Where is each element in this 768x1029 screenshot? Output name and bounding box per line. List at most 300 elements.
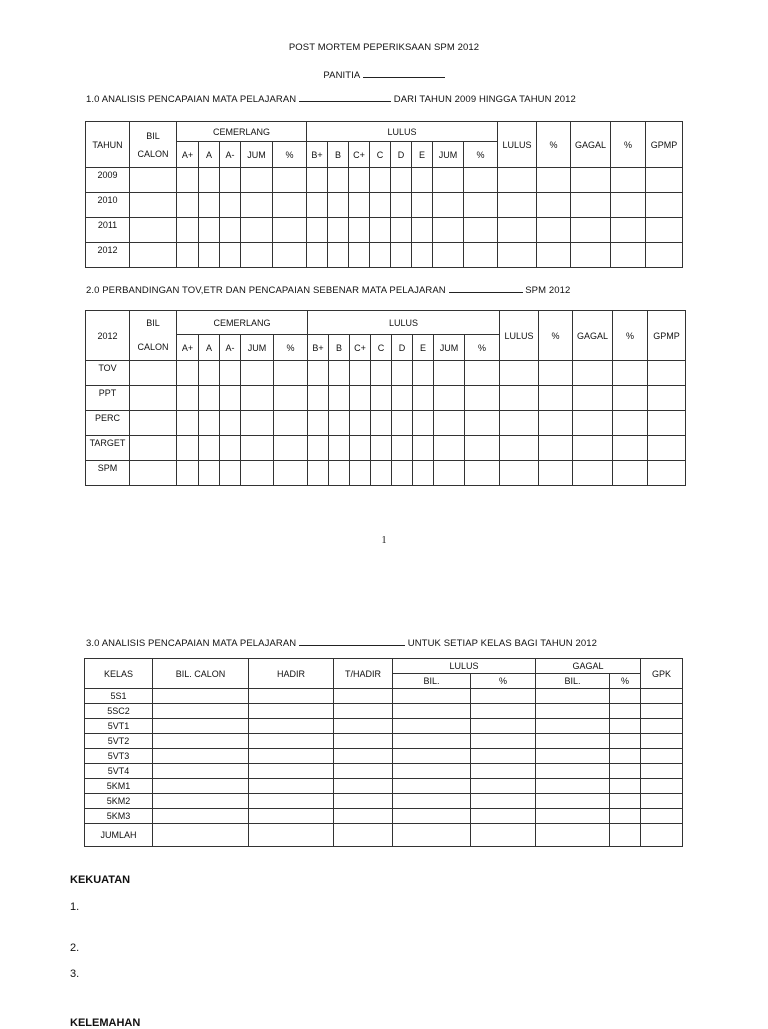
s3-cell[interactable]: [610, 794, 641, 809]
s3-row-label: 5VT3: [85, 749, 153, 764]
s1-cell[interactable]: [241, 243, 273, 268]
s1-cell[interactable]: [433, 218, 464, 243]
s1-cell[interactable]: [391, 193, 412, 218]
s2-cell[interactable]: [434, 461, 465, 486]
s3-cell[interactable]: [153, 734, 249, 749]
s1-cell[interactable]: [391, 168, 412, 193]
s1-cell[interactable]: [412, 218, 433, 243]
s1-row-label: 2011: [86, 218, 130, 243]
s2-cell[interactable]: [329, 386, 350, 411]
s2-cell[interactable]: [130, 386, 177, 411]
s2-cell[interactable]: [613, 436, 648, 461]
s2-cem-sub-1: A: [199, 335, 220, 361]
s1-cell[interactable]: [241, 193, 273, 218]
s3-cell[interactable]: [153, 689, 249, 704]
s1-cell[interactable]: [241, 218, 273, 243]
s2-cell[interactable]: [220, 361, 241, 386]
s2-cell[interactable]: [573, 386, 613, 411]
s3-cell[interactable]: [610, 809, 641, 824]
s1-cell[interactable]: [646, 168, 683, 193]
section2-subject-blank[interactable]: [449, 283, 523, 293]
s3-cell[interactable]: [610, 824, 641, 847]
s2-cell[interactable]: [648, 461, 686, 486]
s3-cell[interactable]: [393, 734, 471, 749]
s2-cell[interactable]: [413, 411, 434, 436]
s1-cell[interactable]: [464, 218, 498, 243]
s1-cell[interactable]: [273, 168, 307, 193]
s2-cell[interactable]: [329, 436, 350, 461]
s2-cell[interactable]: [413, 386, 434, 411]
s1-cell[interactable]: [464, 168, 498, 193]
s1-cell[interactable]: [177, 168, 199, 193]
s3-cell[interactable]: [249, 749, 334, 764]
s2-lulus-sub-4: D: [392, 335, 413, 361]
s3-cell[interactable]: [536, 719, 610, 734]
s3-cell[interactable]: [334, 794, 393, 809]
s3-cell[interactable]: [334, 734, 393, 749]
s2-cell[interactable]: [613, 411, 648, 436]
s2-cell[interactable]: [177, 436, 199, 461]
s2-cell[interactable]: [613, 361, 648, 386]
s3-cell[interactable]: [641, 719, 683, 734]
s3-cell[interactable]: [393, 689, 471, 704]
s1-cem-sub-3: JUM: [241, 142, 273, 168]
s2-cell[interactable]: [613, 386, 648, 411]
s2-cell[interactable]: [329, 461, 350, 486]
section3-subject-blank[interactable]: [299, 636, 405, 646]
s1-cell[interactable]: [646, 193, 683, 218]
s2-cell[interactable]: [434, 411, 465, 436]
s3-cell[interactable]: [249, 734, 334, 749]
s2-cell[interactable]: [500, 411, 539, 436]
s2-cell[interactable]: [392, 411, 413, 436]
s2-cell[interactable]: [573, 411, 613, 436]
s2-cell[interactable]: [308, 436, 329, 461]
s2-cell[interactable]: [413, 461, 434, 486]
s1-cell[interactable]: [328, 218, 349, 243]
s1-cell[interactable]: [199, 218, 220, 243]
s2-cell[interactable]: [241, 361, 274, 386]
s3-cell[interactable]: [641, 689, 683, 704]
s3-cell[interactable]: [536, 824, 610, 847]
s3-cell[interactable]: [393, 764, 471, 779]
s2-cell[interactable]: [199, 411, 220, 436]
s2-cell[interactable]: [177, 461, 199, 486]
s3-cell[interactable]: [610, 704, 641, 719]
s3-cell[interactable]: [334, 689, 393, 704]
s2-cell[interactable]: [177, 411, 199, 436]
s2-cell[interactable]: [413, 361, 434, 386]
s3-cell[interactable]: [393, 704, 471, 719]
s2-cell[interactable]: [539, 361, 573, 386]
s3-cell[interactable]: [641, 809, 683, 824]
s2-cell[interactable]: [371, 436, 392, 461]
s1-cell[interactable]: [220, 243, 241, 268]
s2-cell[interactable]: [465, 436, 500, 461]
s2-cell[interactable]: [648, 436, 686, 461]
s3-cell[interactable]: [393, 749, 471, 764]
s3-cell[interactable]: [249, 809, 334, 824]
s3-cell[interactable]: [641, 704, 683, 719]
s3-cell[interactable]: [641, 779, 683, 794]
s1-cell[interactable]: [571, 243, 611, 268]
s2-cell[interactable]: [241, 386, 274, 411]
s3-cell[interactable]: [641, 764, 683, 779]
s3-cell[interactable]: [471, 749, 536, 764]
s3-cell[interactable]: [641, 824, 683, 847]
s2-cell[interactable]: [573, 436, 613, 461]
s3-cell[interactable]: [153, 764, 249, 779]
s2-cell[interactable]: [465, 386, 500, 411]
s3-cell[interactable]: [471, 824, 536, 847]
s1-col-cemerlang: CEMERLANG: [177, 122, 307, 142]
s1-cell[interactable]: [307, 193, 328, 218]
s1-cell[interactable]: [307, 168, 328, 193]
s1-cell[interactable]: [130, 218, 177, 243]
s1-cell[interactable]: [391, 243, 412, 268]
s2-row: [86, 386, 686, 411]
s1-cell[interactable]: [328, 168, 349, 193]
s2-col-bil: BIL: [130, 311, 177, 335]
s2-cell[interactable]: [199, 461, 220, 486]
s2-cell[interactable]: [500, 361, 539, 386]
s2-cell[interactable]: [350, 361, 371, 386]
s2-cell[interactable]: [130, 436, 177, 461]
s2-cell[interactable]: [371, 361, 392, 386]
s1-cell[interactable]: [412, 243, 433, 268]
s2-col-lulus: LULUS: [500, 311, 539, 361]
s2-cell[interactable]: [648, 361, 686, 386]
section3-table: [84, 658, 683, 847]
s1-cell[interactable]: [307, 243, 328, 268]
s1-cell[interactable]: [611, 218, 646, 243]
s2-cell[interactable]: [177, 386, 199, 411]
s2-cell[interactable]: [329, 411, 350, 436]
s1-cell[interactable]: [433, 168, 464, 193]
s1-cell[interactable]: [611, 243, 646, 268]
s2-cell[interactable]: [392, 361, 413, 386]
s3-cell[interactable]: [471, 794, 536, 809]
s1-cell[interactable]: [571, 218, 611, 243]
s3-cell[interactable]: [641, 749, 683, 764]
s2-cell[interactable]: [371, 386, 392, 411]
s3-cell[interactable]: [249, 719, 334, 734]
s3-cell[interactable]: [471, 689, 536, 704]
s3-cell[interactable]: [153, 704, 249, 719]
s3-cell[interactable]: [641, 734, 683, 749]
s1-row: [86, 193, 683, 218]
s3-cell[interactable]: [249, 764, 334, 779]
section2-heading-suffix: SPM 2012: [525, 285, 571, 296]
s1-row-label: 2009: [86, 168, 130, 193]
s3-cell[interactable]: [249, 689, 334, 704]
s3-cell[interactable]: [610, 719, 641, 734]
s2-cell[interactable]: [371, 411, 392, 436]
s1-col-gpmp: GPMP: [646, 122, 683, 168]
s1-cell[interactable]: [273, 218, 307, 243]
s3-cell[interactable]: [249, 794, 334, 809]
section1-table: [85, 121, 683, 268]
s2-cell[interactable]: [434, 361, 465, 386]
s1-cell[interactable]: [273, 243, 307, 268]
s1-cell[interactable]: [537, 193, 571, 218]
s1-cell[interactable]: [537, 168, 571, 193]
s1-cell[interactable]: [349, 193, 370, 218]
s3-cell[interactable]: [610, 764, 641, 779]
s1-cell[interactable]: [646, 243, 683, 268]
s2-col-calon: CALON: [130, 335, 177, 361]
s3-cell[interactable]: [153, 749, 249, 764]
s2-cell[interactable]: [199, 361, 220, 386]
s3-cell[interactable]: [334, 779, 393, 794]
s2-cell[interactable]: [177, 361, 199, 386]
s1-cell[interactable]: [498, 243, 537, 268]
s2-cell[interactable]: [274, 411, 308, 436]
s2-cell[interactable]: [130, 461, 177, 486]
s1-cell[interactable]: [611, 168, 646, 193]
s2-cell[interactable]: [308, 411, 329, 436]
s2-cell[interactable]: [308, 361, 329, 386]
s2-cell[interactable]: [648, 411, 686, 436]
s2-cell[interactable]: [413, 436, 434, 461]
s2-cell[interactable]: [539, 411, 573, 436]
s1-cell[interactable]: [328, 193, 349, 218]
s3-cell[interactable]: [536, 734, 610, 749]
s3-cell[interactable]: [471, 779, 536, 794]
s3-cell[interactable]: [536, 764, 610, 779]
s1-cell[interactable]: [370, 168, 391, 193]
s1-cell[interactable]: [537, 218, 571, 243]
s2-cell[interactable]: [220, 386, 241, 411]
s2-cell[interactable]: [220, 461, 241, 486]
s3-cell[interactable]: [471, 764, 536, 779]
s2-cell[interactable]: [500, 461, 539, 486]
s1-cell[interactable]: [571, 193, 611, 218]
s2-cell[interactable]: [434, 436, 465, 461]
s2-cell[interactable]: [465, 461, 500, 486]
s3-cell[interactable]: [153, 809, 249, 824]
s2-cell[interactable]: [539, 436, 573, 461]
s2-cell[interactable]: [220, 436, 241, 461]
s1-cell[interactable]: [177, 243, 199, 268]
s3-cell[interactable]: [610, 779, 641, 794]
s3-cell[interactable]: [536, 704, 610, 719]
s3-cell[interactable]: [393, 719, 471, 734]
s3-cell[interactable]: [334, 809, 393, 824]
s1-cell[interactable]: [646, 218, 683, 243]
s3-row: [85, 764, 683, 779]
s3-cell[interactable]: [334, 719, 393, 734]
s1-cell[interactable]: [328, 243, 349, 268]
s2-cell[interactable]: [274, 436, 308, 461]
s3-row: [85, 749, 683, 764]
s1-cell[interactable]: [130, 193, 177, 218]
s3-cell[interactable]: [334, 704, 393, 719]
s1-cell[interactable]: [370, 193, 391, 218]
s2-cell[interactable]: [392, 461, 413, 486]
s3-cell[interactable]: [334, 764, 393, 779]
s2-cell[interactable]: [392, 386, 413, 411]
s2-col-gagal: GAGAL: [573, 311, 613, 361]
s1-cell[interactable]: [370, 218, 391, 243]
s3-cell[interactable]: [153, 719, 249, 734]
s2-cell[interactable]: [274, 386, 308, 411]
s2-cem-sub-0: A+: [177, 335, 199, 361]
s1-cell[interactable]: [537, 243, 571, 268]
s2-cell[interactable]: [329, 361, 350, 386]
s1-cell[interactable]: [177, 218, 199, 243]
s3-cell[interactable]: [393, 794, 471, 809]
s1-cell[interactable]: [199, 243, 220, 268]
s3-gagal-bil: BIL.: [536, 674, 610, 689]
s2-cell[interactable]: [350, 461, 371, 486]
s3-cell[interactable]: [393, 809, 471, 824]
s2-cell[interactable]: [434, 386, 465, 411]
s1-row: [86, 243, 683, 268]
s2-cell[interactable]: [465, 361, 500, 386]
s1-cell[interactable]: [220, 168, 241, 193]
s1-cem-sub-4: %: [273, 142, 307, 168]
s2-row-label: PERC: [86, 411, 130, 436]
s1-col-lulus-group: LULUS: [307, 122, 498, 142]
s3-cell[interactable]: [471, 704, 536, 719]
s3-col-lulus: LULUS: [393, 659, 536, 674]
s1-cell[interactable]: [433, 243, 464, 268]
s1-cell[interactable]: [349, 243, 370, 268]
s3-cell[interactable]: [249, 824, 334, 847]
panitia-blank[interactable]: [363, 68, 445, 78]
s2-cell[interactable]: [130, 411, 177, 436]
s1-cell[interactable]: [349, 168, 370, 193]
s1-cell[interactable]: [498, 218, 537, 243]
s2-cell[interactable]: [613, 461, 648, 486]
s1-cell[interactable]: [220, 193, 241, 218]
section2-table: [85, 310, 686, 486]
section1-subject-blank[interactable]: [299, 92, 391, 102]
s2-cell[interactable]: [199, 436, 220, 461]
s2-cell[interactable]: [350, 386, 371, 411]
kekuatan-item-2: 2.: [70, 942, 80, 954]
s3-cell[interactable]: [393, 779, 471, 794]
s1-cell[interactable]: [199, 168, 220, 193]
s2-cell[interactable]: [199, 386, 220, 411]
s2-cell[interactable]: [241, 411, 274, 436]
s1-cell[interactable]: [412, 193, 433, 218]
s3-cell[interactable]: [536, 749, 610, 764]
section1-heading-suffix: DARI TAHUN 2009 HINGGA TAHUN 2012: [393, 94, 576, 105]
s2-cell[interactable]: [308, 461, 329, 486]
s2-cell[interactable]: [241, 461, 274, 486]
s2-row-label: TOV: [86, 361, 130, 386]
s1-cell[interactable]: [220, 218, 241, 243]
s3-cell[interactable]: [334, 749, 393, 764]
s1-cell[interactable]: [199, 193, 220, 218]
s1-cell[interactable]: [611, 193, 646, 218]
section1-heading: [86, 92, 576, 105]
s2-cell[interactable]: [371, 461, 392, 486]
s3-cell[interactable]: [334, 824, 393, 847]
s3-cell[interactable]: [471, 734, 536, 749]
s2-cell[interactable]: [648, 386, 686, 411]
s2-cell[interactable]: [573, 461, 613, 486]
s1-lulus-sub-1: B: [328, 142, 349, 168]
s1-cell[interactable]: [130, 168, 177, 193]
s2-cell[interactable]: [274, 461, 308, 486]
s2-cell[interactable]: [350, 436, 371, 461]
s2-cell[interactable]: [241, 436, 274, 461]
s3-col-kelas: KELAS: [85, 659, 153, 689]
s2-cell[interactable]: [539, 386, 573, 411]
s3-cell[interactable]: [610, 689, 641, 704]
s3-cell[interactable]: [153, 794, 249, 809]
s2-cell[interactable]: [350, 411, 371, 436]
s2-cell[interactable]: [573, 361, 613, 386]
s3-col-bil-calon: BIL. CALON: [153, 659, 249, 689]
s2-cell[interactable]: [500, 386, 539, 411]
s3-cell[interactable]: [249, 779, 334, 794]
s2-cell[interactable]: [392, 436, 413, 461]
s1-cell[interactable]: [464, 243, 498, 268]
s1-lulus-sub-7: %: [464, 142, 498, 168]
s2-cell[interactable]: [500, 436, 539, 461]
s3-cell[interactable]: [641, 794, 683, 809]
s1-cell[interactable]: [571, 168, 611, 193]
s3-cell[interactable]: [610, 734, 641, 749]
s2-cell[interactable]: [220, 411, 241, 436]
s1-cell[interactable]: [273, 193, 307, 218]
s3-cell[interactable]: [536, 779, 610, 794]
kekuatan-item-3: 3.: [70, 968, 80, 980]
s1-lulus-sub-0: B+: [307, 142, 328, 168]
s3-cell[interactable]: [393, 824, 471, 847]
s3-cell[interactable]: [471, 719, 536, 734]
s2-row-label: SPM: [86, 461, 130, 486]
s1-cell[interactable]: [130, 243, 177, 268]
s2-cell[interactable]: [274, 361, 308, 386]
s3-cell[interactable]: [536, 689, 610, 704]
s3-cell[interactable]: [153, 779, 249, 794]
s1-row: [86, 168, 683, 193]
s3-cell[interactable]: [153, 824, 249, 847]
s2-cell[interactable]: [465, 411, 500, 436]
s2-cell[interactable]: [130, 361, 177, 386]
s3-cell[interactable]: [610, 749, 641, 764]
s1-cell[interactable]: [307, 218, 328, 243]
s3-row-label: 5KM1: [85, 779, 153, 794]
s2-cell[interactable]: [308, 386, 329, 411]
s1-cell[interactable]: [498, 168, 537, 193]
s3-gagal-pct: %: [610, 674, 641, 689]
s2-row-label: TARGET: [86, 436, 130, 461]
s1-cell[interactable]: [349, 218, 370, 243]
s1-cell[interactable]: [241, 168, 273, 193]
s1-cell[interactable]: [433, 193, 464, 218]
s1-cell[interactable]: [498, 193, 537, 218]
s1-cell[interactable]: [412, 168, 433, 193]
kelemahan-heading: KELEMAHAN: [70, 1017, 141, 1029]
s3-cell[interactable]: [536, 809, 610, 824]
s1-cell[interactable]: [464, 193, 498, 218]
s1-cell[interactable]: [391, 218, 412, 243]
s1-cell[interactable]: [177, 193, 199, 218]
s1-row: [86, 218, 683, 243]
s2-cell[interactable]: [539, 461, 573, 486]
s2-col-lulus-group: LULUS: [308, 311, 500, 335]
s3-cell[interactable]: [536, 794, 610, 809]
s3-cell[interactable]: [471, 809, 536, 824]
s3-cell[interactable]: [249, 704, 334, 719]
s1-cell[interactable]: [370, 243, 391, 268]
